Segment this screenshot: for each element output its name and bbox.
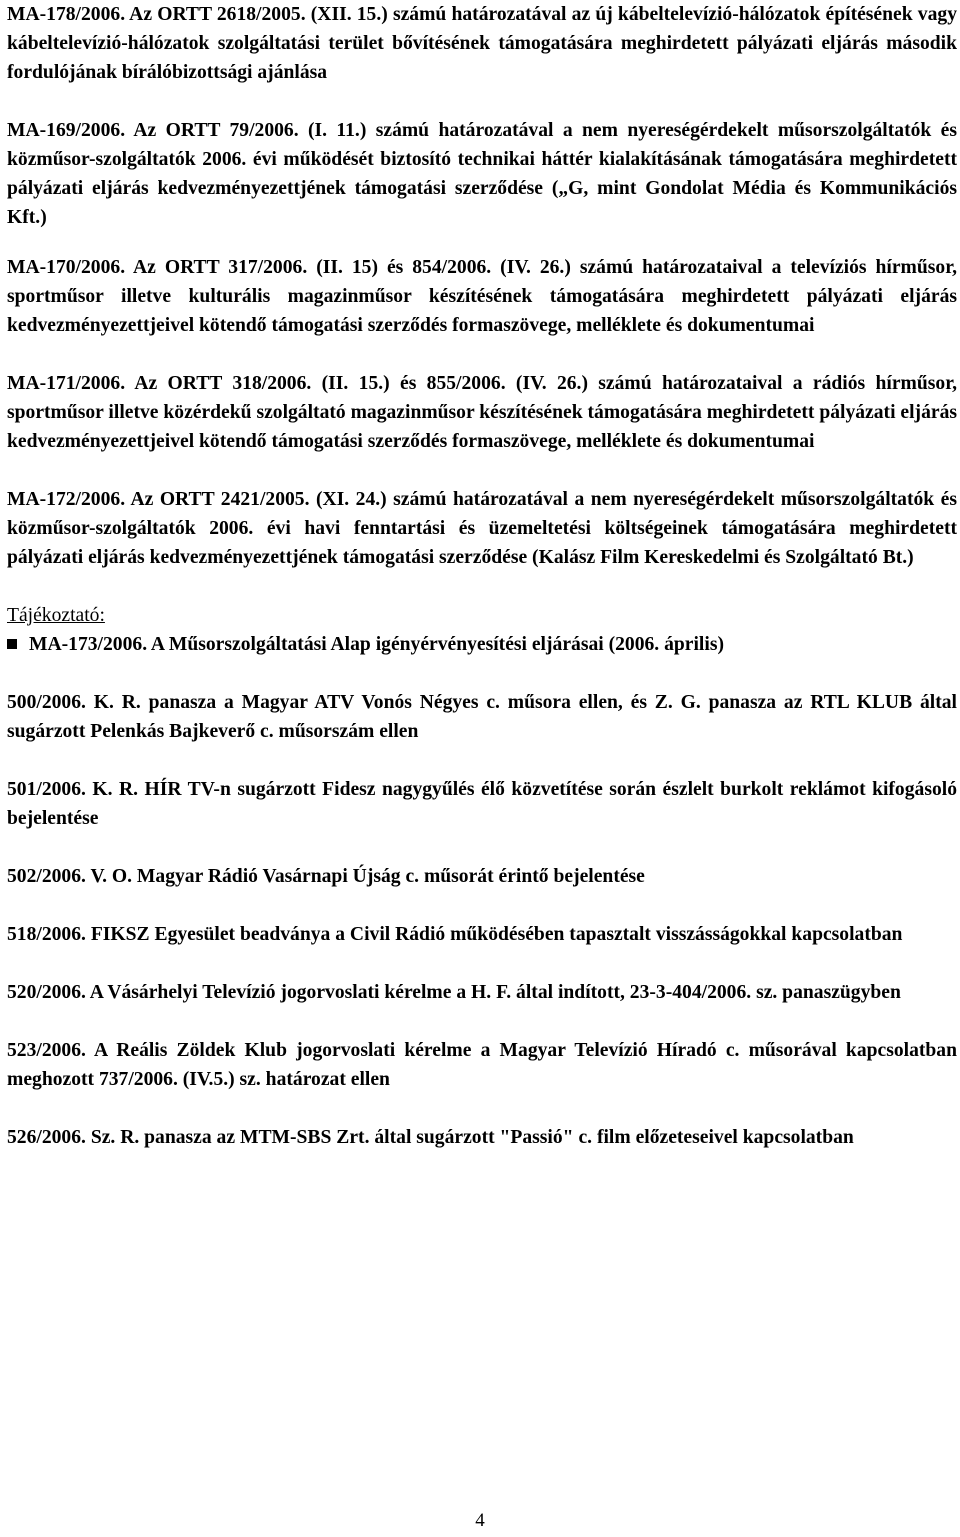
- info-heading: Tájékoztató:: [7, 605, 105, 626]
- spacer: [7, 659, 957, 688]
- spacer: [7, 746, 957, 775]
- agenda-item-ma-171: MA-171/2006. Az ORTT 318/2006. (II. 15.) és 855/2006. (IV. 26.) számú határozataival a rádiós hírműsor, sportműsor illetve közérdekű szolgáltató magazinműsor készítésének támogatására meghirdetett pályázati eljárás kedvezményezettjeivel kötendő támogatási szerződés formaszövege, melléklete és dokumentumai: [7, 373, 957, 452]
- spacer: [7, 1007, 957, 1036]
- spacer: [7, 232, 957, 253]
- square-bullet-icon: [7, 639, 17, 649]
- spacer: [7, 1094, 957, 1123]
- agenda-item-ma-169: MA-169/2006. Az ORTT 79/2006. (I. 11.) számú határozatával a nem nyereségérdekelt műsorszolgáltatók és közműsor-szolgáltatók 2006. évi működését biztosító technikai háttér kialakításának támogatására meghirdetett pályázati eljárás kedvezményezettjének támogatási szerződése („G, mint Gondolat Média és Kommunikációs Kft.): [7, 120, 957, 228]
- spacer: [7, 87, 957, 116]
- complaint-526: 526/2006. Sz. R. panasza az MTM-SBS Zrt. által sugárzott "Passió" c. film előzeteseivel kapcsolatban: [7, 1127, 854, 1148]
- complaint-501: 501/2006. K. R. HÍR TV-n sugárzott Fidesz nagygyűlés élő közvetítése során észlelt burkolt reklámot kifogásoló bejelentése: [7, 779, 957, 829]
- spacer: [7, 340, 957, 369]
- spacer: [7, 949, 957, 978]
- agenda-item-ma-178: MA-178/2006. Az ORTT 2618/2005. (XII. 15.) számú határozatával az új kábeltelevízió-hálózatok építésének vagy kábeltelevízió-hálózatok szolgáltatási terület bővítésének támogatására meghirdetett pályázati eljárás második fordulójának bírálóbizottsági ajánlása: [7, 4, 957, 83]
- document-page: [7, 0, 957, 1152]
- complaint-520: 520/2006. A Vásárhelyi Televízió jogorvoslati kérelme a H. F. által indított, 23-3-404/2006. sz. panaszügyben: [7, 982, 901, 1003]
- complaint-500: 500/2006. K. R. panasza a Magyar ATV Vonós Négyes c. műsora ellen, és Z. G. panasza az RTL KLUB által sugárzott Pelenkás Bajkeverő c. műsorszám ellen: [7, 692, 957, 742]
- bullet-list-item: [7, 630, 957, 659]
- spacer: [7, 891, 957, 920]
- agenda-item-ma-172: MA-172/2006. Az ORTT 2421/2005. (XI. 24.) számú határozatával a nem nyereségérdekelt műsorszolgáltatók és közműsor-szolgáltatók 2006. évi havi fenntartási és üzemeltetési költségeinek támogatására meghirdetett pályázati eljárás kedvezményezettjének támogatási szerződése (Kalász Film Kereskedelmi és Szolgáltató Bt.): [7, 489, 957, 568]
- spacer: [7, 456, 957, 485]
- bullet-item-ma-173: MA-173/2006. A Műsorszolgáltatási Alap igényérvényesítési eljárásai (2006. április): [29, 634, 724, 655]
- spacer: [7, 572, 957, 601]
- agenda-item-ma-170: MA-170/2006. Az ORTT 317/2006. (II. 15) és 854/2006. (IV. 26.) számú határozataival a televíziós hírműsor, sportműsor illetve kulturális magazinműsor készítésének támogatására meghirdetett pályázati eljárás kedvezményezettjeivel kötendő támogatási szerződés formaszövege, melléklete és dokumentumai: [7, 257, 957, 336]
- complaint-518: 518/2006. FIKSZ Egyesület beadványa a Civil Rádió működésében tapasztalt visszásságokkal kapcsolatban: [7, 924, 903, 945]
- complaint-523: 523/2006. A Reális Zöldek Klub jogorvoslati kérelme a Magyar Televízió Híradó c. műsorával kapcsolatban meghozott 737/2006. (IV.5.) sz. határozat ellen: [7, 1040, 957, 1090]
- spacer: [7, 833, 957, 862]
- complaint-502: 502/2006. V. O. Magyar Rádió Vasárnapi Újság c. műsorát érintő bejelentése: [7, 866, 645, 887]
- page-number: 4: [475, 1510, 485, 1531]
